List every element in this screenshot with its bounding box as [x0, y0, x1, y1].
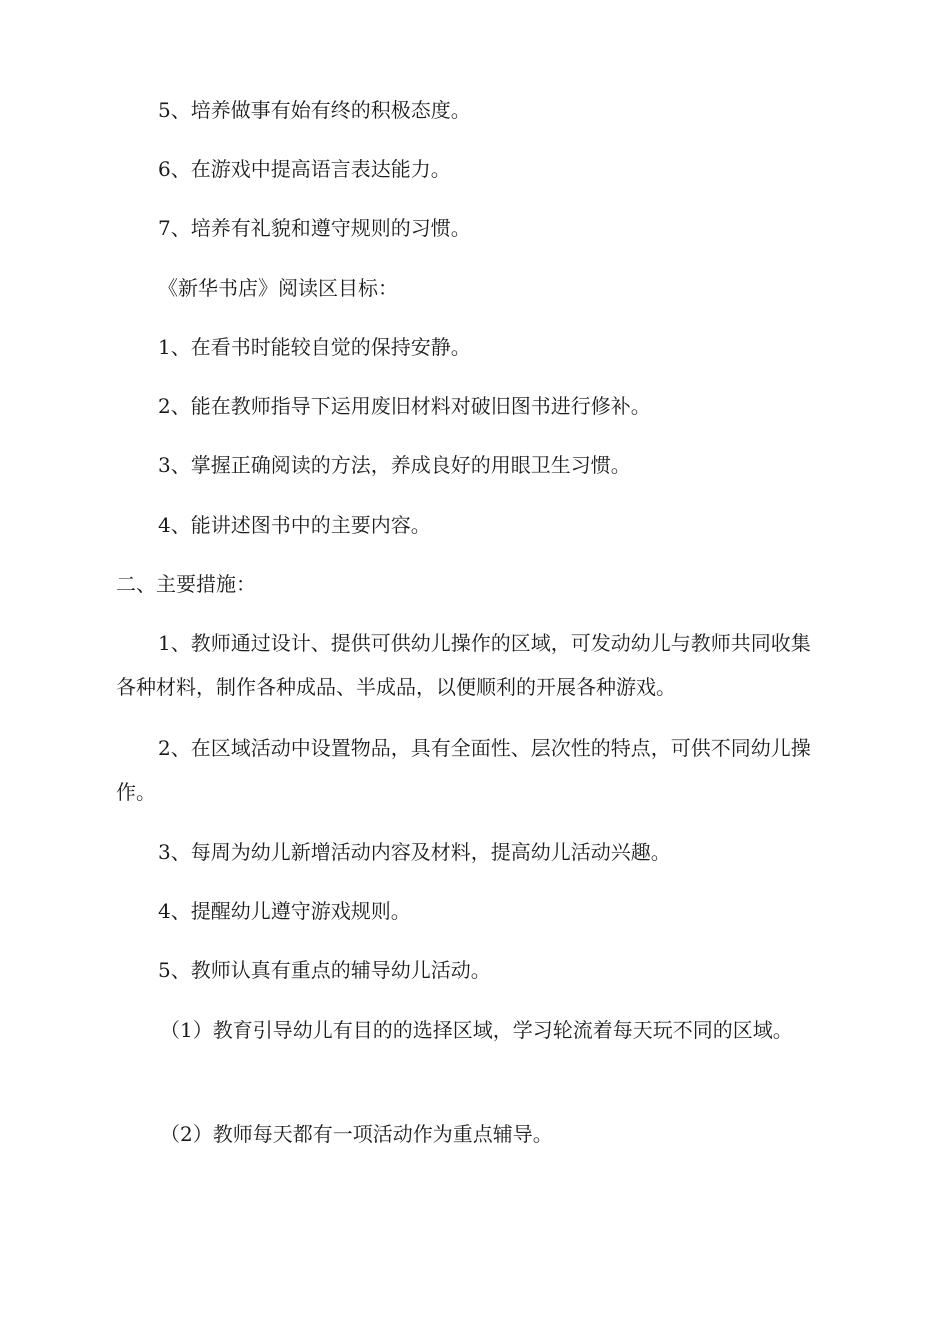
paragraph-goal-5: 5、培养做事有始有终的积极态度。 — [158, 98, 471, 122]
section-heading-reading-area: 《新华书店》阅读区目标： — [158, 276, 398, 300]
section-heading-main-measures: 二、主要措施： — [116, 572, 256, 596]
paragraph-measure-5-sub-1: （1）教育引导幼儿有目的的选择区域，学习轮流着每天玩不同的区域。 — [160, 1018, 793, 1042]
paragraph-measure-3: 3、每周为幼儿新增活动内容及材料，提高幼儿活动兴趣。 — [158, 840, 671, 864]
paragraph-measure-1: 1、教师通过设计、提供可供幼儿操作的区域，可发动幼儿与教师共同收集各种材料，制作各种成品、半成品，以便顺利的开展各种游戏。 — [116, 631, 811, 699]
paragraph-goal-7: 7、培养有礼貌和遵守规则的习惯。 — [158, 216, 471, 240]
paragraph-measure-5: 5、教师认真有重点的辅导幼儿活动。 — [158, 958, 491, 982]
paragraph-reading-goal-1: 1、在看书时能较自觉的保持安静。 — [158, 335, 471, 359]
paragraph-measure-2: 2、在区域活动中设置物品，具有全面性、层次性的特点，可供不同幼儿操作。 — [116, 736, 811, 804]
paragraph-goal-6: 6、在游戏中提高语言表达能力。 — [158, 157, 451, 181]
paragraph-reading-goal-3: 3、掌握正确阅读的方法，养成良好的用眼卫生习惯。 — [158, 453, 631, 477]
paragraph-reading-goal-2: 2、能在教师指导下运用废旧材料对破旧图书进行修补。 — [158, 394, 651, 418]
paragraph-measure-5-sub-2: （2）教师每天都有一项活动作为重点辅导。 — [160, 1122, 553, 1146]
paragraph-reading-goal-4: 4、能讲述图书中的主要内容。 — [158, 513, 431, 537]
paragraph-measure-4: 4、提醒幼儿遵守游戏规则。 — [158, 899, 411, 923]
